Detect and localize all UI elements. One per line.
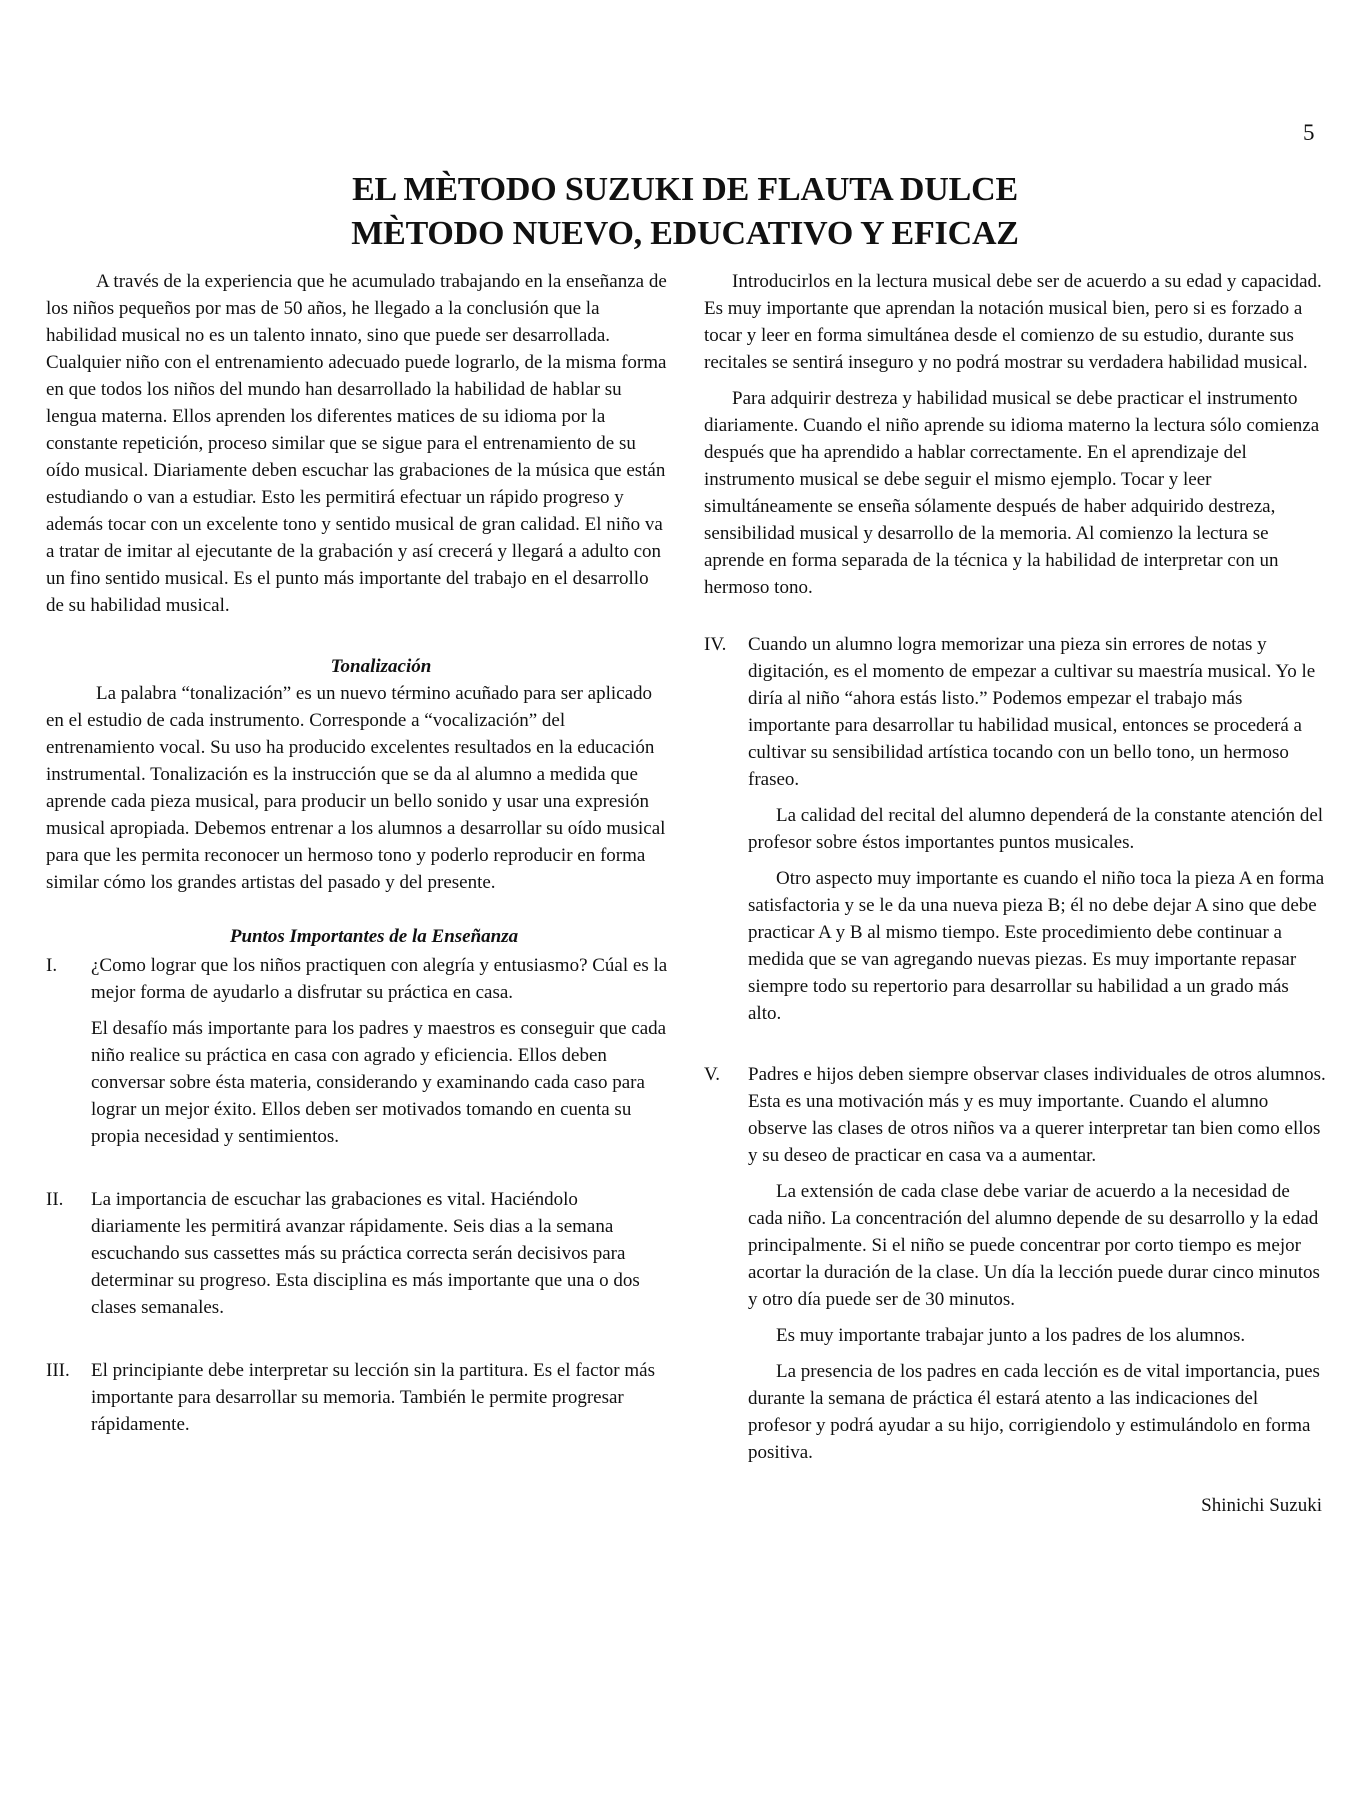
item-paragraph: Padres e hijos deben siempre observar clases individuales de otros alumnos. Esta es una motivación más y es muy importante. Cuando el alumno observe las clases de otros niños va a querer interpretar tan bien como ellos y su deseo de practicar en casa va a aumentar. — [748, 1064, 1326, 1166]
list-item-v — [704, 1061, 1326, 1466]
item-numeral: IV. — [704, 634, 727, 655]
list-item-iii — [46, 1357, 670, 1438]
section-heading-tonalizacion: Tonalización — [330, 656, 432, 677]
tonalizacion-paragraph: La palabra “tonalización” es un nuevo término acuñado para ser aplicado en el estudio de cada instrumento. Corresponde a “vocalización” del entrenamiento vocal. Su uso ha producido excelentes resultados en la educación instrumental. Tonalización es la instrucción que se da al alumno a medida que aprende cada pieza musical, para producir un bello sonido y usar una expresión musical apropiada. Debemos entrenar a los alumnos a desarrollar su oído musical para que les permita reconocer un hermoso tono y poderlo reproducir en forma similar cómo los grandes artistas del pasado y del presente. — [46, 683, 666, 893]
item-paragraph: La extensión de cada clase debe variar de acuerdo a la necesidad de cada niño. La concentración del alumno depende de su desarrollo y la edad principalmente. Si el niño se puede concentrar por corto tiempo es mejor acortar la duración de la clase. Un día la lección puede durar cinco minutos y otro día puede ser de 30 minutos. — [748, 1181, 1320, 1310]
page-number: 5 — [1303, 120, 1315, 145]
item-paragraph: El principiante debe interpretar su lección sin la partitura. Es el factor más importante para desarrollar su memoria. También le permite progresar rápidamente. — [91, 1360, 655, 1435]
item-paragraph: La calidad del recital del alumno dependerá de la constante atención del profesor sobre éstos importantes puntos musicales. — [748, 805, 1324, 853]
continuation-paragraph: Introducirlos en la lectura musical debe ser de acuerdo a su edad y capacidad. Es muy importante que aprendan la notación musical bien, pero si es forzado a tocar y leer en forma simultánea desde el comienzo de su estudio, durante sus recitales se sentirá inseguro y no podrá mostrar su verdadera habilidad musical. — [704, 271, 1322, 373]
list-item-i — [46, 952, 670, 1150]
title-line-2: MÈTODO NUEVO, EDUCATIVO Y EFICAZ — [351, 215, 1019, 252]
item-paragraph: La importancia de escuchar las grabaciones es vital. Haciéndolo diariamente les permitirá avanzar rápidamente. Seis dias a la semana escuchando sus cassettes más su práctica correcta serán decisivos para determinar su progreso. Esta disciplina es más importante que una o dos clases semanales. — [91, 1189, 640, 1318]
item-paragraph: Cuando un alumno logra memorizar una pieza sin errores de notas y digitación, es el momento de empezar a cultivar su maestría musical. Yo le diría al niño “ahora estás listo.” Podemos empezar el trabajo más importante para desarrollar tu habilidad musical, entonces se procederá a cultivar su sensibilidad artística tocando con un bello tono, un hermoso fraseo. — [748, 634, 1316, 790]
item-numeral: III. — [46, 1360, 70, 1381]
title-line-1: EL MÈTODO SUZUKI DE FLAUTA DULCE — [352, 171, 1018, 208]
list-item-ii — [46, 1186, 670, 1321]
item-paragraph: Otro aspecto muy importante es cuando el niño toca la pieza A en forma satisfactoria y se le da una nueva pieza B; él no debe dejar A sino que debe practicar A y B al mismo tiempo. Este procedimiento debe continuar a medida que se van agregando nuevas piezas. Es muy importante repasar siempre todo su repertorio para desarrollar su habilidad a un grado más alto. — [748, 868, 1325, 1024]
list-item-iv — [704, 631, 1326, 1027]
item-numeral: V. — [704, 1064, 721, 1085]
item-paragraph: La presencia de los padres en cada lección es de vital importancia, pues durante la semana de práctica él estará atento a las indicaciones del profesor y podrá ayudar a su hijo, corrigiendolo y estimulándolo en forma positiva. — [748, 1361, 1320, 1463]
item-paragraph: El desafío más importante para los padres y maestros es conseguir que cada niño realice su práctica en casa con agrado y eficiencia. Ellos deben conversar sobre ésta materia, considerando y examinando cada caso para lograr un mejor éxito. Ellos deben ser motivados tomando en cuenta su propia necesidad y sentimientos. — [91, 1018, 667, 1147]
author-signature: Shinichi Suzuki — [1201, 1495, 1322, 1516]
continuation-paragraph: Para adquirir destreza y habilidad musical se debe practicar el instrumento diariamente. Cuando el niño aprende su idioma materno la lectura sólo comienza después que ha aprendido a hablar correctamente. En el aprendizaje del instrumento musical se debe seguir el mismo ejemplo. Tocar y leer simultáneamente se enseña sólamente después de haber adquirido destreza, sensibilidad musical y desarrollo de la memoria. Al comienzo la lectura se aprende en forma separada de la técnica y la habilidad de interpretar con un hermoso tono. — [704, 388, 1320, 598]
page-title — [0, 168, 1350, 256]
right-column — [704, 268, 1326, 1519]
item-numeral: I. — [46, 955, 58, 976]
section-heading-puntos: Puntos Importantes de la Enseñanza — [229, 926, 519, 947]
item-paragraph: Es muy importante trabajar junto a los padres de los alumnos. — [776, 1325, 1246, 1346]
intro-paragraph: A través de la experiencia que he acumulado trabajando en la enseñanza de los niños pequeños por mas de 50 años, he llegado a la conclusión que la habilidad musical no es un talento innato, sino que puede ser desarrollada. Cualquier niño con el entrenamiento adecuado puede lograrlo, de la misma forma en que todos los niños del mundo han desarrollado la habilidad de hablar su lengua materna. Ellos aprenden los diferentes matices de su idioma por la constante repetición, proceso similar que se sigue para el entrenamiento de su oído musical. Diariamente deben escuchar las grabaciones de la música que están estudiando o van a estudiar. Esto les permitirá efectuar un rápido progreso y además tocar con un excelente tono y sentido musical de gran calidad. El niño va a tratar de imitar al ejecutante de la grabación y así crecerá y llegará a adulto con un fino sentido musical. Es el punto más importante del trabajo en el desarrollo de su habilidad musical. — [46, 271, 667, 616]
item-numeral: II. — [46, 1189, 64, 1210]
left-column — [46, 268, 670, 1438]
item-paragraph: ¿Como lograr que los niños practiquen con alegría y entusiasmo? Cúal es la mejor forma de ayudarlo a disfrutar su práctica en casa. — [91, 955, 668, 1003]
